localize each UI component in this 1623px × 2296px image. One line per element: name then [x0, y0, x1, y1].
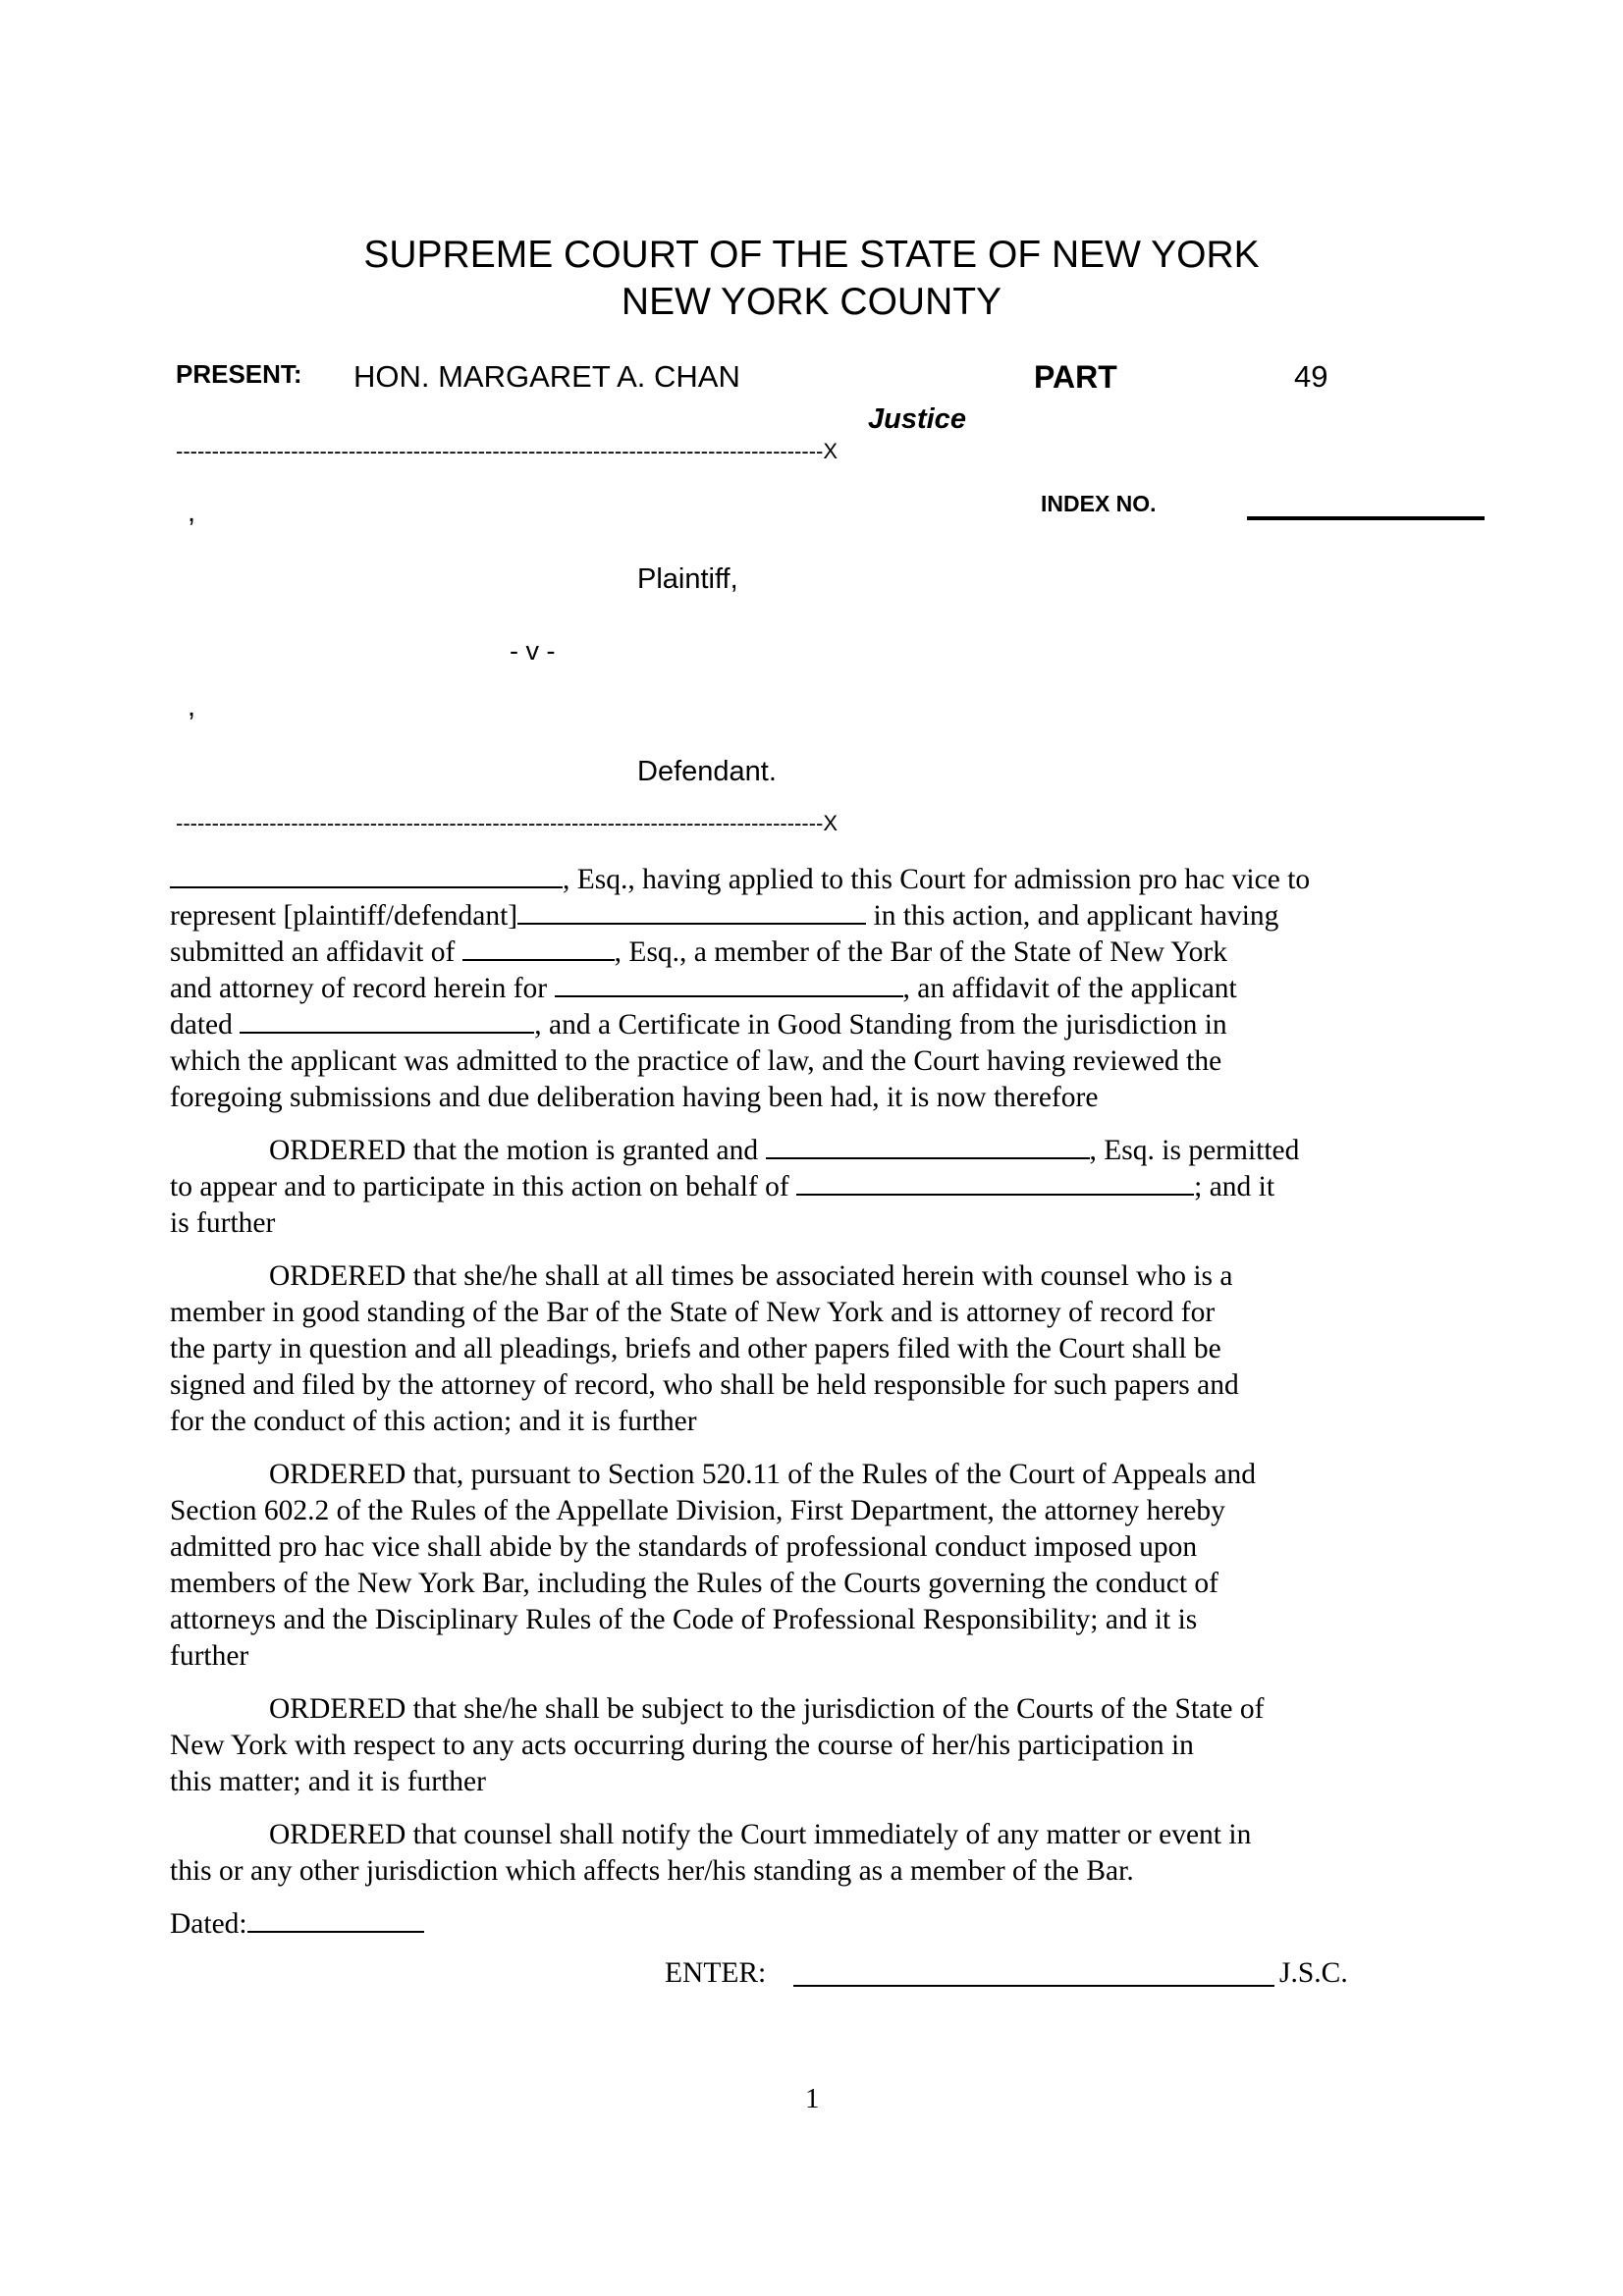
paragraph-associated-counsel: [170, 1258, 1466, 1440]
justice-label: Justice: [868, 403, 966, 435]
versus-label: - v -: [510, 636, 556, 666]
text-line: in this action, and applicant having: [866, 900, 1279, 932]
text-line: this or any other jurisdiction which affects her/his standing as a member of the Bar.: [170, 1855, 1134, 1887]
paragraph-motion-granted: [170, 1133, 1466, 1242]
text-line: represent [plaintiff/defendant]: [170, 900, 518, 932]
part-label: PART: [1034, 359, 1117, 395]
paragraph-application: [170, 862, 1466, 1116]
paragraph-jurisdiction: [170, 1691, 1466, 1800]
judge-name: HON. MARGARET A. CHAN: [353, 359, 740, 394]
admitted-attorney-field[interactable]: [766, 1134, 1090, 1159]
text-line: and attorney of record herein for: [170, 973, 555, 1004]
defendant-name-blank: ,: [188, 691, 196, 722]
caption-divider-bottom: ------------------------------------------------------------------------------------------X: [176, 811, 839, 835]
text-line: ; and it: [1194, 1171, 1275, 1202]
paragraph-notify-court: [170, 1817, 1466, 1890]
plaintiff-label: Plaintiff,: [637, 563, 738, 595]
text-line: , an affidavit of the applicant: [902, 973, 1237, 1004]
text-line: submitted an affidavit of: [170, 936, 462, 968]
jsc-label: J.S.C.: [1279, 1957, 1348, 1989]
text-line: which the applicant was admitted to the practice of law, and the Court having reviewed the: [170, 1045, 1222, 1077]
text-line: ORDERED that the motion is granted and: [269, 1135, 766, 1166]
text-line: the party in question and all pleadings, briefs and other papers filed with the Court shall be: [170, 1333, 1221, 1364]
index-no-field[interactable]: [1247, 516, 1485, 520]
text-line: further: [170, 1640, 249, 1672]
text-line: Section 602.2 of the Rules of the Appellate Division, First Department, the attorney hereby: [170, 1495, 1225, 1526]
affiant-name-field[interactable]: [462, 935, 615, 961]
dated-line: [170, 1906, 1466, 1943]
text-line: ORDERED that, pursuant to Section 520.11 of the Rules of the Court of Appeals and: [269, 1459, 1257, 1490]
present-label: PRESENT:: [176, 359, 302, 389]
text-line: for the conduct of this action; and it is further: [170, 1406, 697, 1437]
text-line: members of the New York Bar, including the Rules of the Courts governing the conduct of: [170, 1568, 1219, 1599]
text-line: , Esq. is permitted: [1089, 1135, 1300, 1166]
text-line: , Esq., having applied to this Court for admission pro hac vice to: [563, 864, 1311, 895]
text-line: , Esq., a member of the Bar of the State of New York: [614, 936, 1227, 968]
text-line: , and a Certificate in Good Standing from the jurisdiction in: [534, 1009, 1227, 1041]
applicant-name-field[interactable]: [170, 863, 563, 888]
dated-label: Dated:: [170, 1908, 247, 1940]
text-line: to appear and to participate in this action on behalf of: [170, 1171, 797, 1202]
plaintiff-name-blank: ,: [188, 497, 196, 528]
attorney-of-record-for-field[interactable]: [555, 972, 903, 997]
text-line: attorneys and the Disciplinary Rules of the Code of Professional Responsibility; and it is: [170, 1604, 1198, 1635]
text-line: is further: [170, 1207, 276, 1239]
defendant-label: Defendant.: [637, 756, 777, 787]
text-line: this matter; and it is further: [170, 1766, 486, 1797]
text-line: admitted pro hac vice shall abide by the standards of professional conduct imposed upon: [170, 1531, 1198, 1563]
caption-divider-top: ------------------------------------------------------------------------------------------X: [176, 439, 839, 463]
county-title: NEW YORK COUNTY: [621, 281, 1002, 323]
order-body: [170, 862, 1466, 1943]
text-line: ORDERED that she/he shall at all times be associated herein with counsel who is a: [269, 1260, 1233, 1292]
judge-signature-field[interactable]: [793, 1985, 1274, 1987]
text-line: dated: [170, 1009, 241, 1041]
text-line: member in good standing of the Bar of the State of New York and is attorney of record for: [170, 1297, 1216, 1328]
behalf-of-field[interactable]: [796, 1170, 1194, 1196]
affidavit-date-field[interactable]: [240, 1008, 534, 1034]
paragraph-professional-conduct: [170, 1457, 1466, 1675]
enter-label: ENTER:: [665, 1957, 767, 1989]
text-line: New York with respect to any acts occurring during the course of her/his participation in: [170, 1730, 1194, 1761]
text-line: ORDERED that she/he shall be subject to the jurisdiction of the Courts of the State of: [269, 1693, 1265, 1725]
text-line: ORDERED that counsel shall notify the Court immediately of any matter or event in: [269, 1819, 1252, 1850]
party-represented-field[interactable]: [517, 899, 866, 925]
court-title: SUPREME COURT OF THE STATE OF NEW YORK: [363, 234, 1260, 276]
page-number: 1: [805, 2083, 820, 2114]
text-line: signed and filed by the attorney of record, who shall be held responsible for such papers and: [170, 1369, 1239, 1401]
text-line: foregoing submissions and due deliberation having been had, it is now therefore: [170, 1082, 1099, 1113]
index-no-label: INDEX NO.: [1041, 491, 1157, 516]
part-number: 49: [1294, 359, 1328, 394]
dated-field[interactable]: [247, 1907, 424, 1933]
